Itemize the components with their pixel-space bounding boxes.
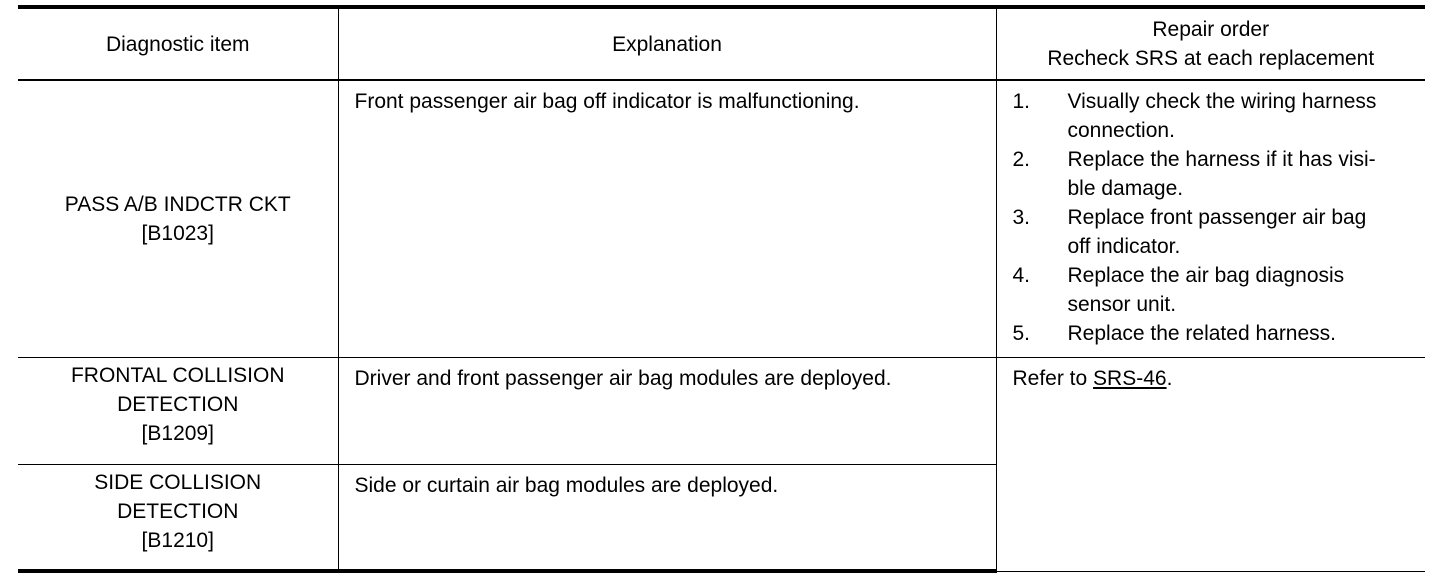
step-text-line: Replace the air bag diagnosis [1067,264,1345,287]
header-repair-order-note: Recheck SRS at each replacement [1047,47,1375,70]
diagnostic-item-code: [B1209] [141,422,214,445]
step-text-line: ble damage. [1067,177,1184,200]
diagnostic-item-cell [18,358,338,465]
header-repair-order-title: Repair order [1152,18,1270,41]
repair-order-cell [996,358,1425,572]
refer-suffix: . [1166,367,1173,390]
explanation-cell: Driver and front passenger air bag modules are deployed. [338,358,996,465]
diagnostic-item-name: SIDE COLLISION [94,471,262,494]
header-explanation: Explanation [338,7,996,80]
diagnostic-item-name: DETECTION [117,500,239,523]
step-text [1068,261,1422,319]
repair-step [1013,203,1422,261]
step-text-line: off indicator. [1067,235,1181,258]
step-text-line: connection. [1067,119,1175,142]
header-repair-order [996,7,1425,80]
step-number: 3. [1012,206,1031,229]
repair-order-cell [996,80,1425,358]
step-text [1068,319,1422,348]
diagnostic-item-name: FRONTAL COLLISION [70,364,285,387]
table-row [18,80,1425,358]
step-text-line: Visually check the wiring harness [1067,90,1377,113]
step-text [1068,87,1422,145]
header-diagnostic-item: Diagnostic item [18,7,338,80]
repair-step [1013,87,1422,145]
diagnostic-table [18,5,1425,573]
repair-step [1013,319,1422,348]
step-text [1068,203,1422,261]
repair-step [1013,261,1422,319]
diagnostic-item-cell [18,80,338,358]
refer-to-text: Refer to [1012,367,1094,390]
repair-steps-list [1013,87,1422,348]
repair-step [1013,145,1422,203]
step-text [1068,145,1422,203]
step-text-line: sensor unit. [1067,293,1177,316]
step-text-line: Replace the related harness. [1067,322,1336,345]
diagnostic-item-name: PASS A/B INDCTR CKT [64,193,291,216]
table-row [18,358,1425,465]
step-text-line: Replace front passenger air bag [1067,206,1367,229]
step-text-line: Replace the harness if it has visi- [1067,148,1376,171]
step-number: 5. [1012,322,1031,345]
srs-46-link[interactable]: SRS-46 [1093,367,1167,390]
diagnostic-item-name: DETECTION [117,393,239,416]
step-number: 4. [1012,264,1031,287]
diagnostic-item-cell [18,465,338,572]
explanation-cell: Side or curtain air bag modules are deployed. [338,465,996,572]
diagnostic-item-code: [B1023] [141,222,214,245]
step-number: 1. [1012,90,1031,113]
table-header-row [18,7,1425,80]
diagnostic-item-code: [B1210] [141,529,214,552]
explanation-cell: Front passenger air bag off indicator is malfunctioning. [338,80,996,358]
step-number: 2. [1012,148,1031,171]
